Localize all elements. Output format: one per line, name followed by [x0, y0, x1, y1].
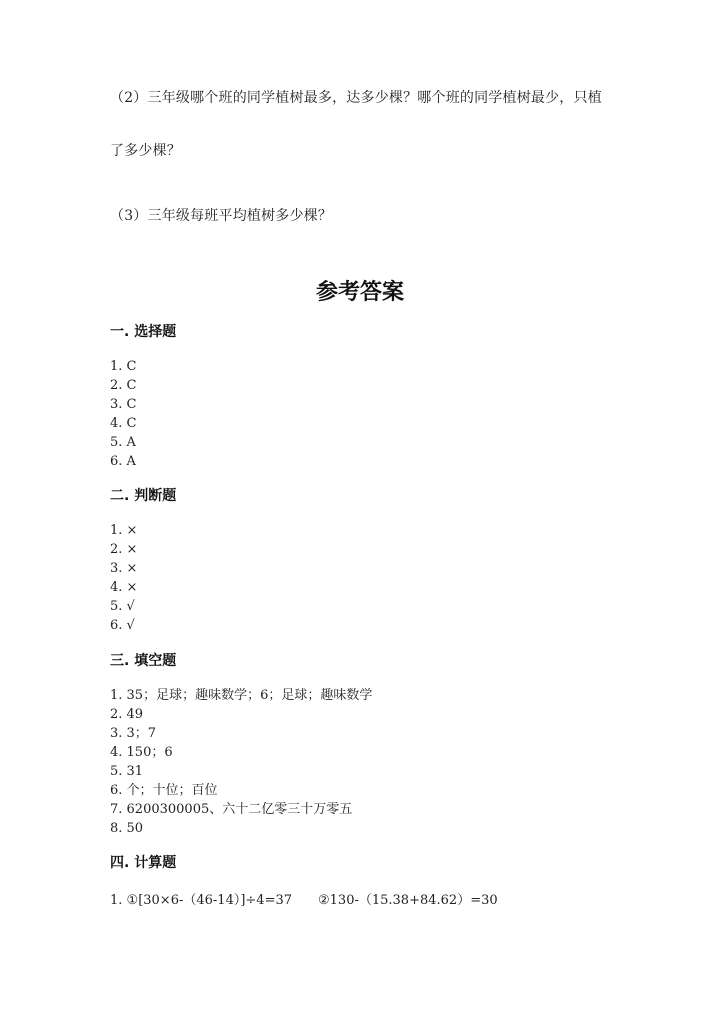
list-item: 1. C: [110, 359, 137, 374]
section-heading-fill-blank: 三. 填空题: [110, 653, 177, 669]
question-3: （3）三年级每班平均植树多少棵？: [110, 208, 333, 224]
section-heading-choice: 一. 选择题: [110, 324, 177, 340]
answer-list-fill-blank: [110, 686, 372, 838]
list-item: 2. 49: [110, 707, 144, 722]
list-item: 3. C: [110, 397, 137, 412]
list-item: 8. 50: [110, 821, 144, 836]
list-item: 2. C: [110, 378, 137, 393]
answer-list-choice: [110, 357, 136, 471]
question-2-line-2: 了多少棵？: [110, 143, 181, 159]
list-item: 4. ×: [110, 580, 138, 595]
answer-key-title: 参考答案: [315, 280, 404, 305]
list-item: 7. 6200300005、六十二亿零三十万零五: [110, 802, 353, 817]
list-item: 6. A: [110, 454, 136, 469]
answer-list-judgement: [110, 521, 137, 635]
list-item: 3. 3；7: [110, 726, 157, 741]
answer-list-calculation: [110, 891, 498, 910]
list-item: 5. √: [110, 599, 135, 614]
list-item: 1. 35；足球；趣味数学；6；足球；趣味数学: [110, 688, 373, 703]
list-item: 4. 150；6: [110, 745, 173, 760]
section-heading-calculation: 四. 计算题: [110, 855, 177, 871]
list-item: 5. A: [110, 435, 136, 450]
list-item: 1. ①[30×6-（46-14）]÷4=37 ②130-（15.38+84.62）=30: [110, 893, 498, 908]
question-2-line-1: （2）三年级哪个班的同学植树最多，达多少棵？哪个班的同学植树最少，只植: [110, 90, 602, 106]
list-item: 6. 个；十位；百位: [110, 783, 218, 798]
list-item: 5. 31: [110, 764, 144, 779]
section-heading-judgement: 二. 判断题: [110, 488, 177, 504]
list-item: 3. ×: [110, 561, 138, 576]
list-item: 2. ×: [110, 542, 138, 557]
list-item: 6. √: [110, 618, 135, 633]
list-item: 1. ×: [110, 523, 138, 538]
list-item: 4. C: [110, 416, 137, 431]
